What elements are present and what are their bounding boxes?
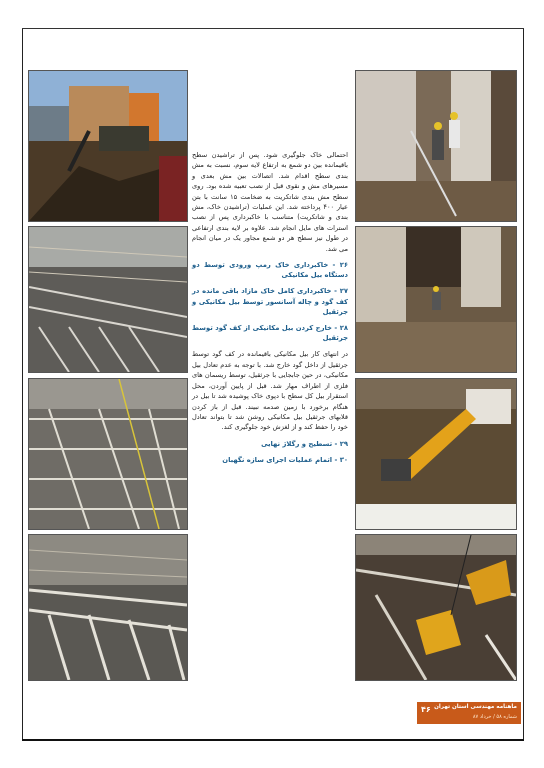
photo-shoring-struts-1	[28, 226, 188, 373]
photo-shoring-struts-3	[28, 534, 188, 681]
photo-shoring-struts-2	[28, 378, 188, 530]
page-number: ۴۶	[421, 705, 431, 714]
figure-caption-28: ۲۸ - خارج کردن بیل مکانیکی از کف گود توسط جرثقیل	[192, 324, 348, 343]
photo-pile-excavation	[355, 226, 517, 373]
photo-excavator-pit	[355, 378, 517, 530]
top-rule	[22, 28, 524, 29]
issue-label: شماره ۵۸ / خرداد ۸۷	[472, 714, 517, 720]
body-paragraph: احتمالی خاک جلوگیری شود. پس از تراشیدن سطح باقیمانده بین دو شمع به ارتفاع لایه سوم، نسبت به مش بندی سطح اقدام شد. اتصالات بین مش بعدی و مسیرهای مش و نقوی قبل از نصب تعبیه شده بود. روی سطح مش بندی شاتکریت به ضخامت ۱۵ سانت با بتن عیار ۴۰۰ پرداخته شد. این عملیات (تراشیدن خاک، مش بندی و شاتکریت) متناسب با خاکبرداری پس از نصب استرات های مایل انجام شد. علاوه بر لایه بندی ارتفاعی در طول نیز سطح هر دو شمع مجاور یک در میان انجام می شد.	[192, 151, 348, 253]
figure-caption-27: ۲۷ - خاکبرداری کامل خاک مازاد باقی مانده در کف گود و چاله آسانسور توسط بیل مکانیکی و جرثقیل	[192, 287, 348, 316]
body-paragraph: در انتهای کار بیل مکانیکی باقیمانده در کف گود توسط جرثقیل از داخل گود خارج شد. با توجه به عدم تعادل بیل مکانیکی، در حین جابجایی با جرثقیل، توسط ریسمان های فلزی از اطراف مهار شد. قبل از پایین آوردن، محل استقرار بیل کل سطح با دپوی خاک پوشیده شد تا بیل در هنگام برخورد با زمین صدمه نبیند. قبل از باز کردن قلابهای جرثقیل بیل مکانیکی روشن شد تا بتواند تعادل خود را حفظ کند و از لغزش خود جلوگیری کند.	[192, 350, 348, 432]
figure-caption-29: ۲۹ - تسطیح و رگلاژ نهایی	[261, 439, 348, 448]
figure-caption-26: ۲۶ - خاکبرداری خاک رمپ ورودی توسط دو دستگاه بیل مکانیکی	[192, 261, 348, 280]
publication-name: ماهنامه مهندسی استان تهران	[434, 704, 517, 710]
article-text-column	[192, 150, 348, 590]
photo-piles-workers	[355, 70, 517, 222]
photo-ramp-excavation	[28, 70, 188, 222]
photo-crane-lifting-excavator	[355, 534, 517, 681]
bottom-rule	[22, 739, 524, 741]
figure-caption-30: ۳۰ - اتمام عملیات اجرای سازه نگهبان	[222, 455, 348, 464]
page-footer-bar	[417, 702, 521, 724]
